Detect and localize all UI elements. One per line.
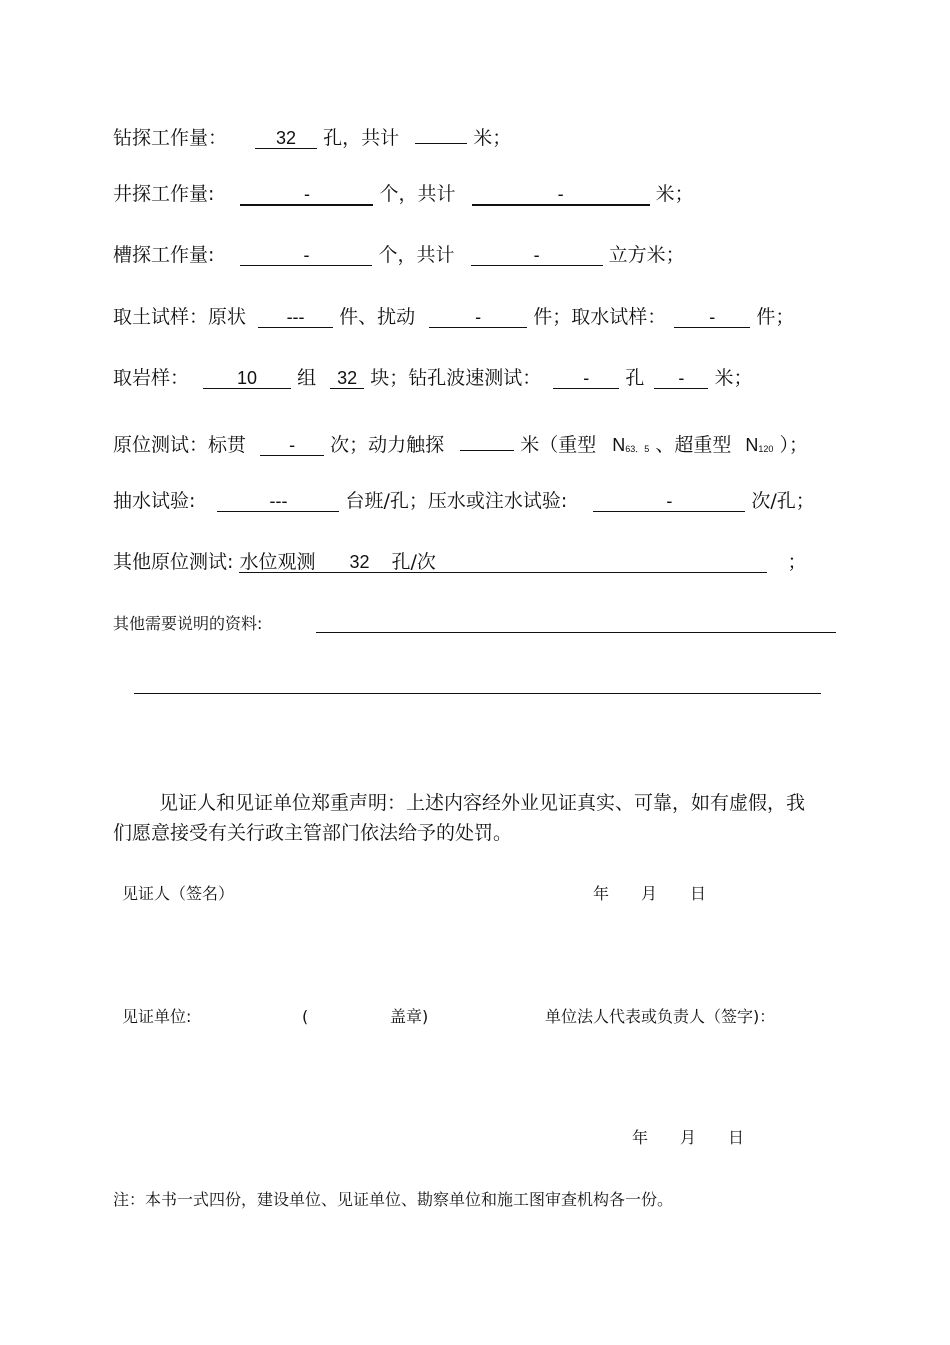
drilling-row [113, 121, 511, 150]
super-heavy-n-subscript: 120 [758, 444, 774, 454]
pumping-row [113, 489, 815, 513]
disturbed-field[interactable]: - [429, 305, 527, 328]
other-insitu-count: 32 [349, 552, 370, 572]
seal-label: 盖章) [390, 1007, 429, 1026]
date2-day: 日 [728, 1128, 745, 1147]
other-insitu-value: 水位观测 [239, 551, 316, 573]
rock-sample-row [113, 366, 752, 390]
rock-sample-label: 取岩样： [113, 367, 190, 389]
water-sample-field[interactable]: - [674, 305, 750, 328]
wave-holes-field[interactable]: - [553, 366, 619, 389]
insitu-row [113, 428, 808, 461]
other-insitu-label: 其他原位测试: [113, 551, 234, 573]
notes-label: 其他需要说明的资料: [113, 614, 263, 633]
heavy-n-subscript: 63．5 [625, 444, 650, 454]
notes-row [113, 612, 262, 636]
drilling-meters-unit: 米； [473, 127, 512, 149]
dynamic-meters-field[interactable] [460, 428, 514, 451]
other-insitu-unit: 孔/次 [391, 551, 436, 573]
trench-label: 槽探工作量: [113, 244, 215, 266]
trench-count-field[interactable]: - [240, 243, 372, 266]
super-heavy-n-symbol: N [745, 435, 759, 455]
wave-holes-unit: 孔 [625, 367, 645, 389]
rock-blocks-field[interactable]: 32 [330, 366, 364, 389]
disturbed-unit: 件；取水试样： [533, 306, 667, 328]
spt-unit: 次；动力触探 [330, 434, 445, 456]
trench-row [113, 243, 685, 267]
spt-field[interactable]: - [260, 433, 324, 456]
witness-month: 月 [641, 884, 658, 903]
witness-label: 见证人（签名） [122, 884, 235, 903]
well-meters-field[interactable]: - [472, 182, 650, 206]
undisturbed-unit: 件、扰动 [339, 306, 416, 328]
trench-count-unit: 个，共计 [378, 244, 455, 266]
date2-year: 年 [632, 1128, 649, 1147]
other-insitu-row [113, 550, 807, 574]
water-test-times-unit: 次/孔； [751, 490, 815, 512]
other-insitu-end: ； [787, 551, 807, 573]
heavy-n-symbol: N [612, 435, 626, 455]
notes-line-1[interactable] [316, 632, 836, 633]
other-insitu-field[interactable] [239, 550, 767, 573]
pumping-shifts-unit: 台班/孔；压水或注水试验: [345, 490, 568, 512]
well-row [113, 182, 694, 206]
insitu-end: ）； [779, 434, 809, 456]
drilling-meters-field[interactable] [415, 121, 467, 144]
wave-meters-unit: 米； [714, 367, 753, 389]
pumping-label: 抽水试验: [113, 490, 196, 512]
pumping-shifts-field[interactable]: --- [217, 489, 339, 512]
drilling-label: 钻探工作量： [113, 127, 228, 149]
well-label: 井探工作量: [113, 183, 215, 205]
seal-paren-open: ( [302, 1007, 309, 1026]
undisturbed-field[interactable]: --- [258, 305, 333, 328]
witness-year: 年 [593, 884, 610, 903]
date2-month: 月 [680, 1128, 697, 1147]
drilling-holes-field[interactable]: 32 [255, 126, 317, 149]
well-meters-unit: 米； [655, 183, 694, 205]
declaration-text: 见证人和见证单位郑重声明：上述内容经外业见证真实、可靠，如有虚假，我们愿意接受有关行政主管部门依法给予的处罚。 [113, 792, 806, 844]
super-heavy-label: 、超重型 [655, 434, 732, 456]
soil-sample-row [113, 305, 794, 329]
legal-rep-label: 单位法人代表或负责人（签字)： [545, 1007, 776, 1026]
notes-line-2[interactable] [134, 693, 821, 694]
trench-volume-unit: 立方米； [608, 244, 685, 266]
drilling-holes-unit: 孔，共计 [323, 127, 400, 149]
well-count-field[interactable]: - [240, 182, 373, 206]
water-test-times-field[interactable]: - [593, 489, 745, 512]
trench-volume-field[interactable]: - [471, 243, 603, 266]
rock-groups-unit: 组 [297, 367, 317, 389]
well-count-unit: 个，共计 [379, 183, 456, 205]
rock-blocks-unit: 块；钻孔波速测试： [370, 367, 542, 389]
footnote: 注：本书一式四份，建设单位、见证单位、勘察单位和施工图审查机构各一份。 [113, 1190, 674, 1209]
dynamic-meters-unit: 米（重型 [520, 434, 597, 456]
water-sample-unit: 件； [756, 306, 795, 328]
unit-label: 见证单位: [122, 1007, 192, 1026]
rock-groups-field[interactable]: 10 [203, 366, 291, 389]
insitu-label: 原位测试：标贯 [113, 434, 247, 456]
witness-day: 日 [690, 884, 707, 903]
soil-sample-label: 取土试样：原状 [113, 306, 247, 328]
wave-meters-field[interactable]: - [654, 366, 708, 389]
